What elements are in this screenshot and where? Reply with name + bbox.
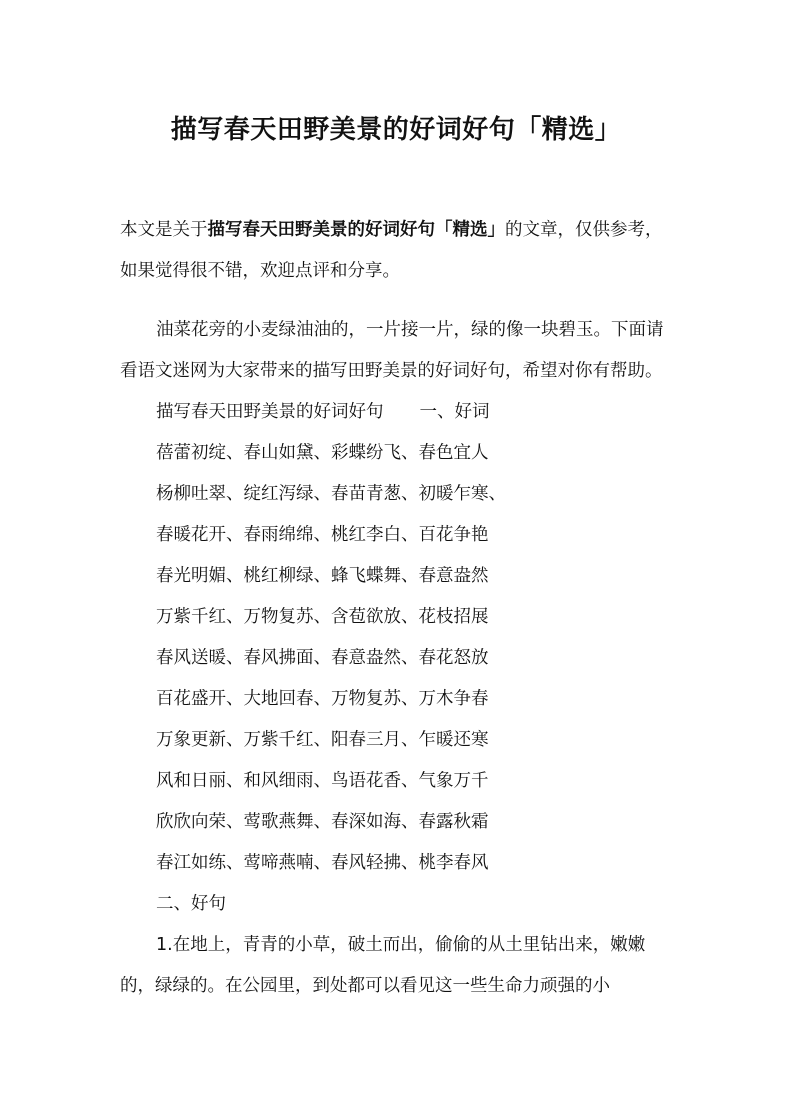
word-line: 春暖花开、春雨绵绵、桃红李白、百花争艳 (156, 525, 489, 545)
word-line: 万象更新、万紫千红、阳春三月、乍暖还寒 (156, 730, 489, 750)
intro-suffix: 的文章，仅供参考，如果觉得很不错，欢迎点评和分享。 (120, 220, 663, 281)
inline-heading: 描写春天田野美景的好词好句 (156, 402, 384, 422)
intro-bold-title: 描写春天田野美景的好词好句「精选」 (207, 220, 505, 240)
document-title: 描写春天田野美景的好词好句「精选」 (170, 115, 622, 145)
paragraph-1-text: 油菜花旁的小麦绿油油的，一片接一片，绿的像一块碧玉。下面请看语文迷网为大家带来的描写田野美景的好词好句，希望对你有帮助。 (120, 320, 664, 381)
word-line: 杨柳吐翠、绽红泻绿、春苗青葱、初暖乍寒、 (156, 484, 506, 504)
inline-section-heading: 一、好词 (419, 402, 490, 422)
document-body (120, 210, 665, 1007)
word-line: 万紫千红、万物复苏、含苞欲放、花枝招展 (156, 607, 489, 627)
word-line: 百花盛开、大地回春、万物复苏、万木争春 (156, 689, 489, 709)
word-line: 欣欣向荣、莺歌燕舞、春深如海、春露秋霜 (156, 812, 489, 832)
section-2-heading: 二、好句 (156, 894, 226, 914)
word-line: 春风送暖、春风拂面、春意盎然、春花怒放 (156, 648, 489, 668)
paragraph-gap (120, 292, 665, 310)
intro-paragraph (120, 210, 665, 292)
word-list (120, 433, 665, 884)
sentence-1: 1.在地上，青青的小草，破土而出，偷偷的从土里钻出来，嫩嫩的，绿绿的。在公园里，到处都可以看见这一些生命力顽强的小 (120, 935, 646, 996)
word-line: 风和日丽、和风细雨、鸟语花香、气象万千 (156, 771, 489, 791)
word-line: 春江如练、莺啼燕喃、春风轻拂、桃李春风 (156, 853, 489, 873)
paragraph-1 (120, 310, 665, 433)
intro-prefix: 本文是关于 (120, 220, 208, 240)
word-line: 蓓蕾初绽、春山如黛、彩蝶纷飞、春色宜人 (156, 443, 489, 463)
word-line: 春光明媚、桃红柳绿、蜂飞蝶舞、春意盎然 (156, 566, 489, 586)
